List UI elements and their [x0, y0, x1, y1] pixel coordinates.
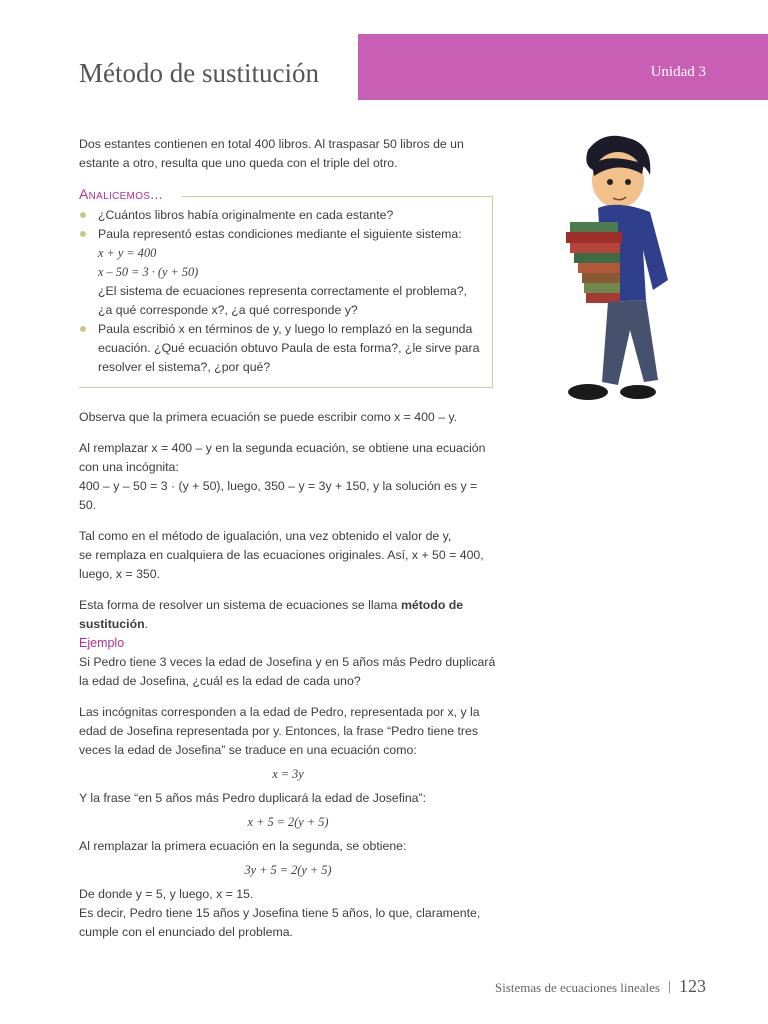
paragraph-text: .	[144, 617, 149, 631]
list-item-text: resolver el sistema?, ¿por qué?	[98, 360, 271, 374]
bullet-dot	[80, 212, 86, 218]
page-footer	[495, 976, 706, 997]
list-item-text: Paula representó estas condiciones mediante el siguiente sistema:	[98, 227, 462, 241]
paragraph-line	[79, 596, 497, 615]
pants-shape	[602, 300, 658, 385]
page-number: 123	[679, 976, 706, 996]
book-shape	[584, 283, 620, 293]
list-item-text: ¿a qué corresponde x?, ¿a qué corresponde y?	[98, 303, 358, 317]
list-item	[79, 206, 484, 225]
list-item-text: ¿Cuántos libros había originalmente en cada estante?	[98, 208, 394, 222]
list-item	[79, 225, 484, 320]
boy-carrying-books-illustration	[558, 130, 678, 410]
book-shape	[578, 263, 620, 273]
book-shape	[570, 222, 618, 232]
paragraph-line	[79, 615, 497, 634]
footer-section-title: Sistemas de ecuaciones lineales	[495, 980, 660, 995]
bullet-dot	[80, 326, 86, 332]
paragraph-line: veces la edad de Josefina” se traduce en una ecuación como:	[79, 743, 417, 757]
list-item-text: ecuación. ¿Qué ecuación obtuvo Paula de esta forma?, ¿le sirve para	[98, 341, 480, 355]
footer-separator	[669, 981, 670, 993]
paragraph-line: 400 – y – 50 = 3 · (y + 50), luego, 350 – y = 3y + 150, y la solución es y = 50.	[79, 479, 478, 512]
page-title: Método de sustitución	[79, 58, 319, 88]
analicemos-box-top-border	[182, 196, 493, 197]
book-shape	[574, 253, 620, 263]
intro-line: Dos estantes contienen en total 400 libros. Al traspasar 50 libros de un	[79, 137, 464, 151]
paragraph-text: Esta forma de resolver un sistema de ecuaciones se llama	[79, 598, 401, 612]
example-section	[79, 634, 497, 942]
intro-line: estante a otro, resulta que uno queda con el triple del otro.	[79, 156, 398, 170]
paragraph-line: Si Pedro tiene 3 veces la edad de Josefina y en 5 años más Pedro duplicará	[79, 655, 496, 669]
equation: x + 5 = 2(y + 5)	[247, 815, 329, 829]
paragraph: Observa que la primera ecuación se puede escribir como x = 400 – y.	[79, 410, 458, 424]
body-section	[79, 408, 497, 634]
term-bold: método de	[400, 598, 464, 612]
equation: x = 3y	[272, 767, 304, 781]
paragraph-line: Tal como en el método de igualación, una vez obtenido el valor de y,	[79, 529, 452, 543]
intro-paragraph	[79, 135, 497, 173]
paragraph-line: cumple con el enunciado del problema.	[79, 925, 293, 939]
analicemos-heading: Analicemos...	[79, 186, 167, 202]
paragraph-line: luego, x = 350.	[79, 567, 161, 581]
list-item-text: ¿El sistema de ecuaciones representa correctamente el problema?,	[98, 284, 468, 298]
example-heading: Ejemplo	[79, 636, 125, 650]
paragraph-line: edad de Josefina representada por y. Entonces, la frase “Pedro tiene tres	[79, 724, 478, 738]
paragraph-line: se remplaza en cualquiera de las ecuaciones originales. Así, x + 50 = 400,	[79, 548, 484, 562]
book-shape	[586, 293, 620, 303]
unit-label: Unidad 3	[650, 64, 706, 80]
list-item	[79, 320, 484, 377]
book-shape	[570, 243, 620, 253]
analicemos-list	[79, 206, 484, 377]
equation: x – 50 = 3 · (y + 50)	[98, 265, 199, 279]
term-bold: sustitución	[79, 617, 145, 631]
shoe-left	[568, 384, 608, 400]
paragraph-line: Y la frase “en 5 años más Pedro duplicará la edad de Josefina”:	[79, 791, 427, 805]
book-shape	[566, 232, 622, 243]
paragraph-line: De donde y = 5, y luego, x = 15.	[79, 887, 254, 901]
paragraph-line: Las incógnitas corresponden a la edad de Pedro, representada por x, y la	[79, 705, 480, 719]
equation: 3y + 5 = 2(y + 5)	[244, 863, 332, 877]
paragraph-line: Al remplazar x = 400 – y en la segunda ecuación, se obtiene una ecuación	[79, 441, 486, 455]
shoe-right	[620, 385, 656, 399]
eye-left	[607, 179, 613, 185]
unit-banner	[358, 34, 768, 100]
paragraph-line: Al remplazar la primera ecuación en la segunda, se obtiene:	[79, 839, 407, 853]
equation: x + y = 400	[98, 246, 157, 260]
eye-right	[625, 179, 631, 185]
bullet-dot	[80, 231, 86, 237]
list-item-text: Paula escribió x en términos de y, y luego lo remplazó en la segunda	[98, 322, 473, 336]
book-shape	[582, 273, 620, 283]
paragraph-line: con una incógnita:	[79, 460, 179, 474]
paragraph-line: Es decir, Pedro tiene 15 años y Josefina tiene 5 años, lo que, claramente,	[79, 906, 481, 920]
paragraph-line: la edad de Josefina, ¿cuál es la edad de cada uno?	[79, 674, 361, 688]
